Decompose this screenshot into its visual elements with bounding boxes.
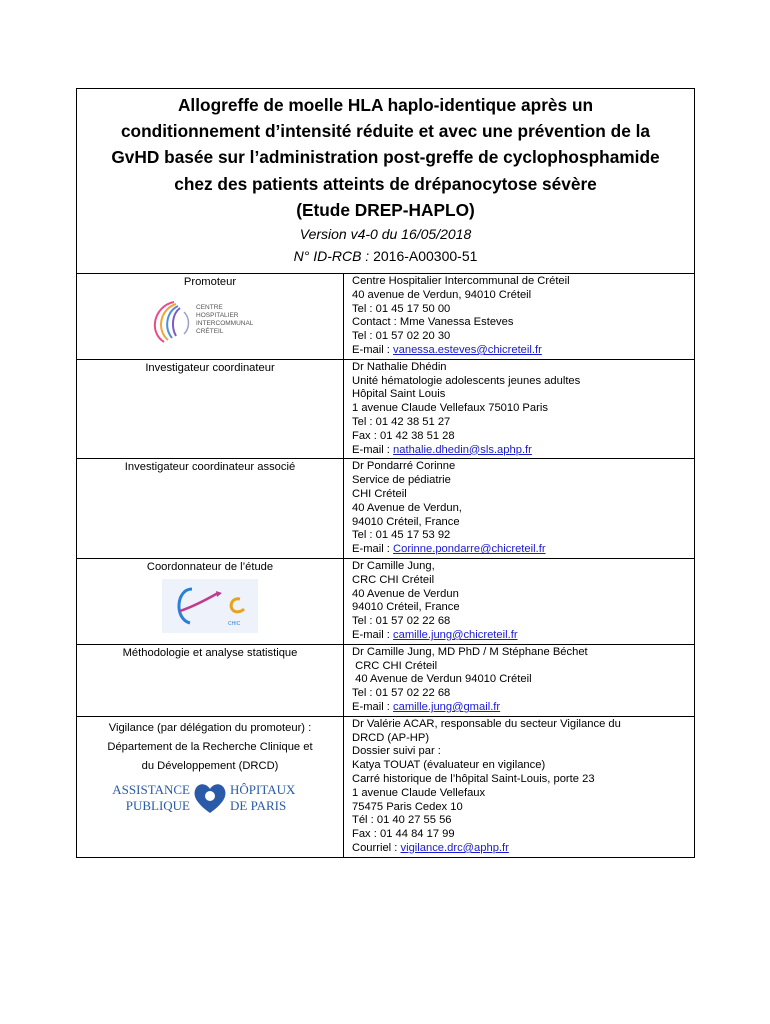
title-line: GvHD basée sur l’administration post-greffe de cyclophosphamide — [111, 147, 660, 168]
contact-line: Tel : 01 45 17 53 92 — [352, 529, 451, 542]
row-content-cell — [344, 558, 695, 644]
email-line — [352, 344, 690, 358]
title-line: Allogreffe de moelle HLA haplo-identique après un — [177, 95, 594, 115]
email-link[interactable]: nathalie.dhedin@sls.aphp.fr — [393, 443, 532, 456]
contact-line: CRC CHI Créteil — [352, 659, 438, 672]
document-header — [77, 89, 694, 274]
aphp-logo-text: PUBLIQUE — [125, 797, 190, 813]
contact-line: Tel : 01 57 02 20 30 — [352, 330, 451, 343]
chic-logo-text: INTERCOMMUNAL — [196, 319, 254, 327]
row-label-cell — [77, 274, 344, 359]
contact-line: Carré historique de l’hôpital Saint-Louis, porte 23 — [352, 772, 595, 785]
table-row — [77, 274, 694, 359]
row-label: Coordonnateur de l’étude — [146, 560, 274, 573]
title-line: conditionnement d’intensité réduite et avec une prévention de la — [120, 121, 651, 142]
chic-logo-text: CRÉTEIL — [196, 327, 224, 335]
contact-line: Dr Camille Jung, MD PhD / M Stéphane Béchet — [352, 645, 588, 658]
contact-line: Tel : 01 45 17 50 00 — [352, 302, 451, 315]
row-label-cell — [77, 359, 344, 459]
email-line — [352, 842, 690, 856]
email-label: E-mail : — [352, 628, 394, 641]
contact-line: Dossier suivi par : — [352, 745, 441, 758]
table-row — [77, 644, 694, 716]
contact-line: Tél : 01 40 27 55 56 — [352, 814, 452, 827]
row-label-cell — [77, 644, 344, 716]
row-label-cell — [77, 459, 344, 559]
chic-logo-text: CENTRE — [196, 303, 223, 311]
id-rcb-label: N° ID-RCB : — [293, 248, 374, 265]
contact-line: 40 Avenue de Verdun — [352, 587, 459, 600]
chic-logo — [140, 296, 280, 346]
aphp-logo-text: ASSISTANCE — [112, 781, 190, 797]
email-link[interactable]: vigilance.drc@aphp.fr — [400, 841, 509, 854]
row-content-cell — [344, 359, 695, 459]
email-line — [352, 701, 690, 715]
email-link[interactable]: camille.jung@chicreteil.fr — [393, 628, 518, 641]
row-content-cell — [344, 716, 695, 856]
email-line — [352, 543, 690, 557]
table-row — [77, 558, 694, 644]
aphp-logo — [112, 779, 308, 817]
row-label: Investigateur coordinateur — [145, 361, 275, 374]
contact-line: 40 Avenue de Verdun 94010 Créteil — [352, 673, 532, 686]
id-rcb-line — [85, 245, 686, 267]
title-line: (Etude DREP-HAPLO) — [296, 199, 475, 220]
contact-line: CHI Créteil — [352, 487, 407, 500]
contact-line: CRC CHI Créteil — [352, 573, 435, 586]
email-line — [352, 629, 690, 643]
contact-line: 75475 Paris Cedex 10 — [352, 800, 463, 813]
email-link[interactable]: camille.jung@gmail.fr — [393, 700, 501, 713]
document-frame — [76, 88, 695, 858]
row-label: Investigateur coordinateur associé — [124, 461, 296, 474]
table-row — [77, 459, 694, 559]
contact-line: Dr Nathalie Dhédin — [352, 360, 447, 373]
contact-line: Tel : 01 57 02 22 68 — [352, 615, 451, 628]
row-label: Promoteur — [183, 276, 237, 289]
email-label: Courriel : — [352, 841, 401, 854]
contact-line: Unité hématologie adolescents jeunes adultes — [352, 374, 581, 387]
contacts-table — [77, 274, 694, 857]
contact-line: Dr Pondarré Corinne — [352, 460, 456, 473]
table-row — [77, 359, 694, 459]
contact-line: Fax : 01 44 84 17 99 — [352, 828, 455, 841]
row-label: Méthodologie et analyse statistique — [122, 646, 298, 659]
row-content-cell — [344, 274, 695, 359]
title-line: chez des patients atteints de drépanocytose sévère — [174, 173, 597, 194]
crc-logo-text: CHIC — [228, 620, 241, 627]
aphp-logo-text: DE PARIS — [230, 797, 287, 813]
contact-line: Dr Valérie ACAR, responsable du secteur Vigilance du — [352, 717, 621, 730]
contact-line: Dr Camille Jung, — [352, 559, 435, 572]
contact-line: 1 avenue Claude Vellefaux 75010 Paris — [352, 402, 548, 415]
table-row — [77, 716, 694, 856]
row-label: du Développement (DRCD) — [141, 759, 279, 772]
contact-line: DRCD (AP-HP) — [352, 731, 430, 744]
contact-line: Tel : 01 42 38 51 27 — [352, 415, 451, 428]
email-label: E-mail : — [352, 700, 394, 713]
email-link[interactable]: Corinne.pondarre@chicreteil.fr — [393, 543, 546, 556]
row-label-cell — [77, 558, 344, 644]
row-label: Vigilance (par délégation du promoteur) : — [108, 721, 312, 734]
contact-line: Hôpital Saint Louis — [352, 388, 446, 401]
crc-logo-icon — [162, 579, 258, 633]
aphp-logo-text: HÔPITAUX — [230, 781, 296, 797]
crc-logo — [162, 579, 258, 633]
email-label: E-mail : — [352, 543, 394, 556]
contact-line: Service de pédiatrie — [352, 474, 451, 487]
contact-line: 40 Avenue de Verdun, — [352, 501, 462, 514]
row-label: Département de la Recherche Clinique et — [107, 740, 313, 753]
contact-line: 94010 Créteil, France — [352, 515, 460, 528]
row-content-cell — [344, 459, 695, 559]
contact-line: Fax : 01 42 38 51 28 — [352, 429, 455, 442]
version-line: Version v4-0 du 16/05/2018 — [299, 226, 472, 243]
row-content-cell — [344, 644, 695, 716]
id-rcb-value: 2016-A00300-51 — [373, 248, 478, 265]
row-label-cell — [77, 716, 344, 856]
aphp-logo-icon — [112, 779, 308, 817]
chic-logo-text: HOSPITALIER — [196, 311, 239, 319]
email-link[interactable]: vanessa.esteves@chicreteil.fr — [393, 344, 542, 356]
contact-line: Tel : 01 57 02 22 68 — [352, 687, 451, 700]
contact-line: Contact : Mme Vanessa Esteves — [352, 316, 514, 329]
email-label: E-mail : — [352, 344, 394, 356]
contact-line: Centre Hospitalier Intercommunal de Créteil — [352, 275, 570, 288]
email-label: E-mail : — [352, 443, 394, 456]
email-line — [352, 444, 690, 458]
contact-line: 1 avenue Claude Vellefaux — [352, 786, 486, 799]
contact-line: Katya TOUAT (évaluateur en vigilance) — [352, 759, 546, 772]
chic-logo-icon — [140, 296, 280, 346]
contact-line: 40 avenue de Verdun, 94010 Créteil — [352, 288, 532, 301]
contact-line: 94010 Créteil, France — [352, 601, 460, 614]
